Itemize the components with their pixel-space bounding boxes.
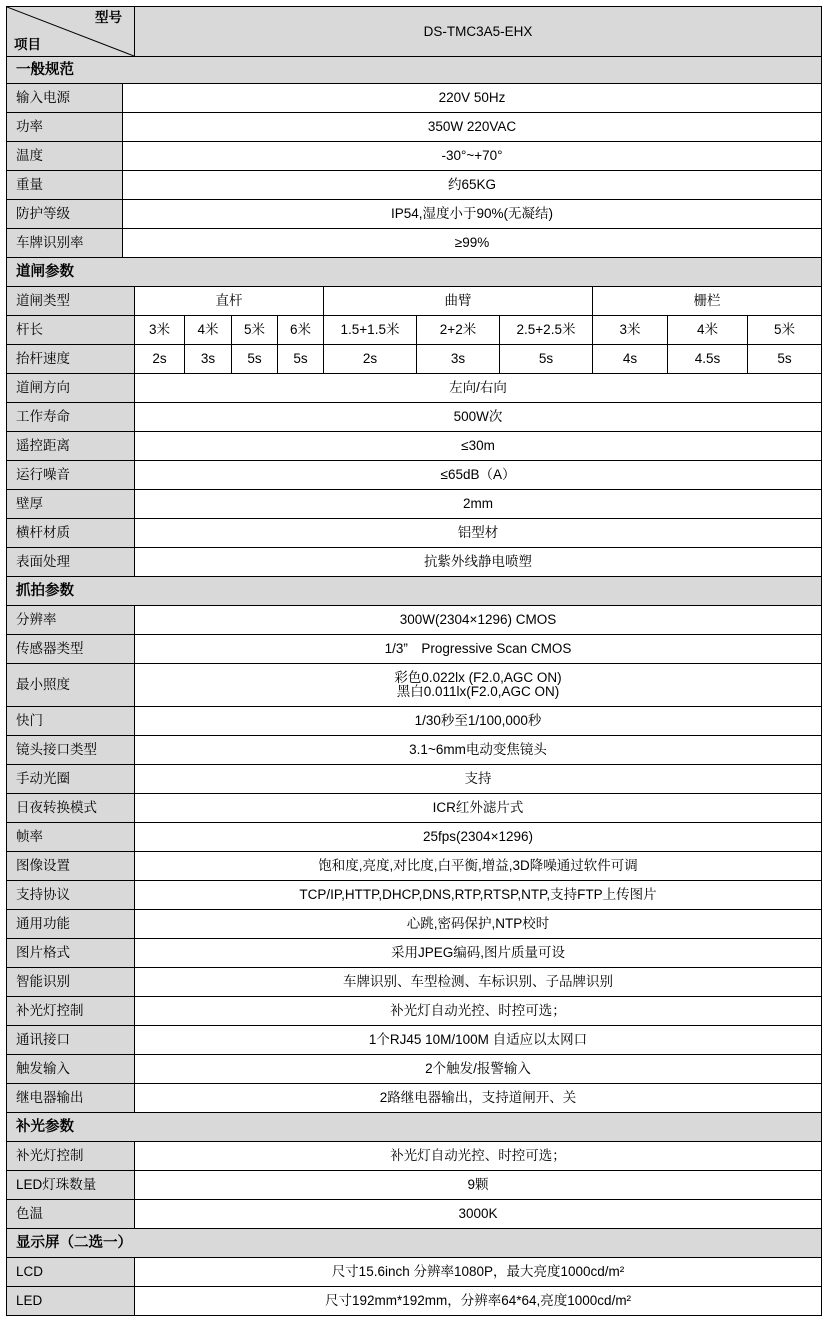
row-label: 最小照度 [7, 664, 135, 707]
row-value: 抗紫外线静电喷塑 [135, 548, 822, 577]
table-row [7, 1287, 822, 1316]
row-value: 1/30秒至1/100,000秒 [135, 707, 822, 736]
row-value: 铝型材 [135, 519, 822, 548]
speed-cell: 5s [232, 345, 278, 374]
length-cell: 6米 [278, 316, 324, 345]
table-row [7, 374, 822, 403]
row-label: 支持协议 [7, 881, 135, 910]
table-row [7, 461, 822, 490]
speed-cell: 4.5s [668, 345, 748, 374]
row-value: 350W 220VAC [123, 113, 822, 142]
table-row [7, 765, 822, 794]
gate-type-fence: 栅栏 [593, 287, 822, 316]
table-row [7, 1084, 822, 1113]
row-label: 横杆材质 [7, 519, 135, 548]
table-row [7, 707, 822, 736]
row-value: 2mm [135, 490, 822, 519]
header-corner-cell [7, 7, 135, 57]
table-row [7, 997, 822, 1026]
table-row [7, 403, 822, 432]
row-value: 9颗 [135, 1171, 822, 1200]
row-label: 通用功能 [7, 910, 135, 939]
row-label: 输入电源 [7, 84, 123, 113]
row-value: 饱和度,亮度,对比度,白平衡,增益,3D降噪通过软件可调 [135, 852, 822, 881]
row-label: 图像设置 [7, 852, 135, 881]
table-row [7, 200, 822, 229]
row-value: 220V 50Hz [123, 84, 822, 113]
table-row [7, 635, 822, 664]
table-row [7, 113, 822, 142]
table-row [7, 1026, 822, 1055]
row-value: 补光灯自动光控、时控可选； [135, 997, 822, 1026]
row-label: LED灯珠数量 [7, 1171, 135, 1200]
length-cell: 3米 [135, 316, 185, 345]
length-cell: 3米 [593, 316, 668, 345]
row-label: 运行噪音 [7, 461, 135, 490]
table-row [7, 490, 822, 519]
spec-table [6, 6, 822, 1316]
row-value: 300W(2304×1296) CMOS [135, 606, 822, 635]
length-cell: 4米 [668, 316, 748, 345]
table-row [7, 142, 822, 171]
row-label: 通讯接口 [7, 1026, 135, 1055]
section-gate-title: 道闸参数 [7, 258, 822, 287]
table-row [7, 823, 822, 852]
table-row [7, 519, 822, 548]
row-value: 500W次 [135, 403, 822, 432]
row-value: TCP/IP,HTTP,DHCP,DNS,RTP,RTSP,NTP,支持FTP上传图片 [135, 881, 822, 910]
section-general-title: 一般规范 [7, 57, 822, 84]
table-row [7, 287, 822, 316]
row-label: 抬杆速度 [7, 345, 135, 374]
table-row [7, 881, 822, 910]
row-label: LCD [7, 1258, 135, 1287]
speed-cell: 2s [324, 345, 417, 374]
row-value: 心跳,密码保护,NTP校时 [135, 910, 822, 939]
row-label: 遥控距离 [7, 432, 135, 461]
speed-cell: 5s [278, 345, 324, 374]
length-cell: 2+2米 [417, 316, 500, 345]
speed-cell: 3s [417, 345, 500, 374]
row-label: 功率 [7, 113, 123, 142]
row-label: 分辨率 [7, 606, 135, 635]
table-row [7, 316, 822, 345]
row-value [135, 664, 822, 707]
row-label: 补光灯控制 [7, 1142, 135, 1171]
table-row [7, 794, 822, 823]
section-fill-light-title: 补光参数 [7, 1113, 822, 1142]
row-value: 尺寸15.6inch 分辨率1080P，最大亮度1000cd/m² [135, 1258, 822, 1287]
table-row [7, 229, 822, 258]
row-label: 快门 [7, 707, 135, 736]
row-label: 图片格式 [7, 939, 135, 968]
row-value: 3.1~6mm电动变焦镜头 [135, 736, 822, 765]
row-value: 3000K [135, 1200, 822, 1229]
table-row [7, 606, 822, 635]
item-header-label: 项目 [14, 37, 41, 52]
row-label: 温度 [7, 142, 123, 171]
row-label: 道闸方向 [7, 374, 135, 403]
row-label: 色温 [7, 1200, 135, 1229]
row-value: ≥99% [123, 229, 822, 258]
speed-cell: 3s [185, 345, 232, 374]
length-cell: 5米 [748, 316, 822, 345]
table-row [7, 1258, 822, 1287]
length-cell: 2.5+2.5米 [500, 316, 593, 345]
table-row [7, 548, 822, 577]
table-row [7, 1055, 822, 1084]
table-row [7, 968, 822, 997]
row-label: 工作寿命 [7, 403, 135, 432]
row-label: 日夜转换模式 [7, 794, 135, 823]
row-value: 1个RJ45 10M/100M 自适应以太网口 [135, 1026, 822, 1055]
row-label: 杆长 [7, 316, 135, 345]
row-label: 表面处理 [7, 548, 135, 577]
row-value: 补光灯自动光控、时控可选； [135, 1142, 822, 1171]
row-label: 补光灯控制 [7, 997, 135, 1026]
gate-type-curved: 曲臂 [324, 287, 593, 316]
row-value: 左向/右向 [135, 374, 822, 403]
row-label: 手动光圈 [7, 765, 135, 794]
section-capture-title: 抓拍参数 [7, 577, 822, 606]
speed-cell: 4s [593, 345, 668, 374]
table-row [7, 171, 822, 200]
row-value: 车牌识别、车型检测、车标识别、子品牌识别 [135, 968, 822, 997]
gate-type-straight: 直杆 [135, 287, 324, 316]
length-cell: 5米 [232, 316, 278, 345]
speed-cell: 5s [500, 345, 593, 374]
row-label: 道闸类型 [7, 287, 135, 316]
row-label: 重量 [7, 171, 123, 200]
length-cell: 1.5+1.5米 [324, 316, 417, 345]
row-value: ≤65dB（A） [135, 461, 822, 490]
row-value: ≤30m [135, 432, 822, 461]
table-row [7, 736, 822, 765]
table-row [7, 84, 822, 113]
row-label: 镜头接口类型 [7, 736, 135, 765]
row-label: 帧率 [7, 823, 135, 852]
row-value: 2个触发/报警输入 [135, 1055, 822, 1084]
row-label: 触发输入 [7, 1055, 135, 1084]
speed-cell: 2s [135, 345, 185, 374]
row-label: LED [7, 1287, 135, 1316]
row-label: 传感器类型 [7, 635, 135, 664]
model-header-label: 型号 [95, 10, 122, 25]
table-row [7, 939, 822, 968]
row-value: 采用JPEG编码,图片质量可设 [135, 939, 822, 968]
row-label: 智能识别 [7, 968, 135, 997]
model-name: DS-TMC3A5-EHX [135, 7, 822, 57]
row-label: 防护等级 [7, 200, 123, 229]
length-cell: 4米 [185, 316, 232, 345]
table-row [7, 1200, 822, 1229]
row-value: IP54,湿度小于90%(无凝结) [123, 200, 822, 229]
row-value: ICR红外滤片式 [135, 794, 822, 823]
illum-bw-value: 黑白0.011lx(F2.0,AGC ON) [396, 684, 560, 699]
row-value: 支持 [135, 765, 822, 794]
table-row [7, 910, 822, 939]
row-value: 25fps(2304×1296) [135, 823, 822, 852]
table-row [7, 1142, 822, 1171]
illum-color-value: 彩色0.022lx (F2.0,AGC ON) [394, 670, 562, 685]
table-row [7, 432, 822, 461]
row-label: 继电器输出 [7, 1084, 135, 1113]
row-value: 尺寸192mm*192mm，分辨率64*64,亮度1000cd/m² [135, 1287, 822, 1316]
table-row [7, 852, 822, 881]
row-label: 车牌识别率 [7, 229, 123, 258]
table-row [7, 664, 822, 707]
row-label: 壁厚 [7, 490, 135, 519]
row-value: -30°~+70° [123, 142, 822, 171]
section-display-title: 显示屏（二选一） [7, 1229, 822, 1258]
table-row [7, 1171, 822, 1200]
row-value: 1/3” Progressive Scan CMOS [135, 635, 822, 664]
speed-cell: 5s [748, 345, 822, 374]
row-value: 2路继电器输出，支持道闸开、关 [135, 1084, 822, 1113]
table-row [7, 345, 822, 374]
row-value: 约65KG [123, 171, 822, 200]
